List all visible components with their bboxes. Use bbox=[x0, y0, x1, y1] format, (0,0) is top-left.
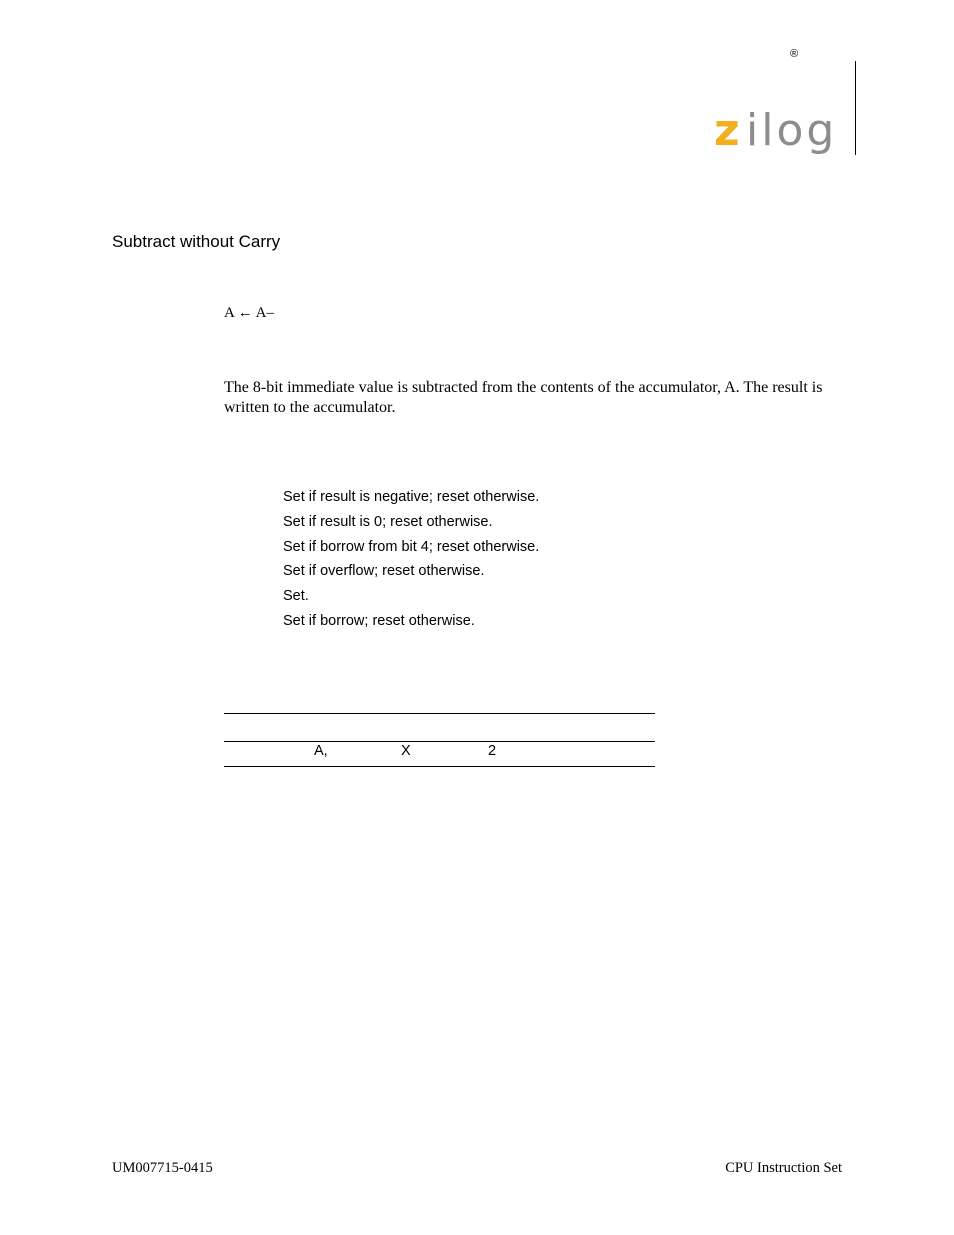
logo-letters-ilog: ilog bbox=[746, 105, 838, 156]
zilog-logo bbox=[712, 100, 852, 160]
flag-c-description: Set if borrow; reset otherwise. bbox=[283, 612, 475, 629]
registered-mark: ® bbox=[790, 48, 799, 60]
table-cell-operand: A, bbox=[314, 743, 328, 759]
instruction-title: Subtract without Carry bbox=[112, 232, 281, 251]
footer-section-name: CPU Instruction Set bbox=[725, 1160, 842, 1176]
logo-letter-z: z bbox=[714, 105, 740, 156]
flag-n-description: Set. bbox=[283, 588, 309, 605]
flags-list bbox=[283, 487, 539, 636]
table-cell-cycles: 2 bbox=[488, 743, 497, 759]
flag-pv-description: Set if overflow; reset otherwise. bbox=[283, 563, 485, 580]
footer-doc-id: UM007715-0415 bbox=[112, 1160, 213, 1176]
table-bottom-rule bbox=[224, 766, 655, 767]
header-divider bbox=[855, 61, 856, 155]
instruction-description: The 8-bit immediate value is subtracted from the contents of the accumulator, A. The result is written to the accumulator. bbox=[224, 379, 823, 416]
flag-z-description: Set if result is 0; reset otherwise. bbox=[283, 513, 493, 530]
table-top-rule bbox=[224, 713, 655, 714]
flag-s-description: Set if result is negative; reset otherwise. bbox=[283, 489, 540, 505]
table-cell-x: X bbox=[401, 743, 411, 759]
flag-h-description: Set if borrow from bit 4; reset otherwise. bbox=[283, 538, 540, 555]
table-header-rule bbox=[224, 741, 655, 742]
operation-formula: A ← A– bbox=[224, 305, 275, 321]
